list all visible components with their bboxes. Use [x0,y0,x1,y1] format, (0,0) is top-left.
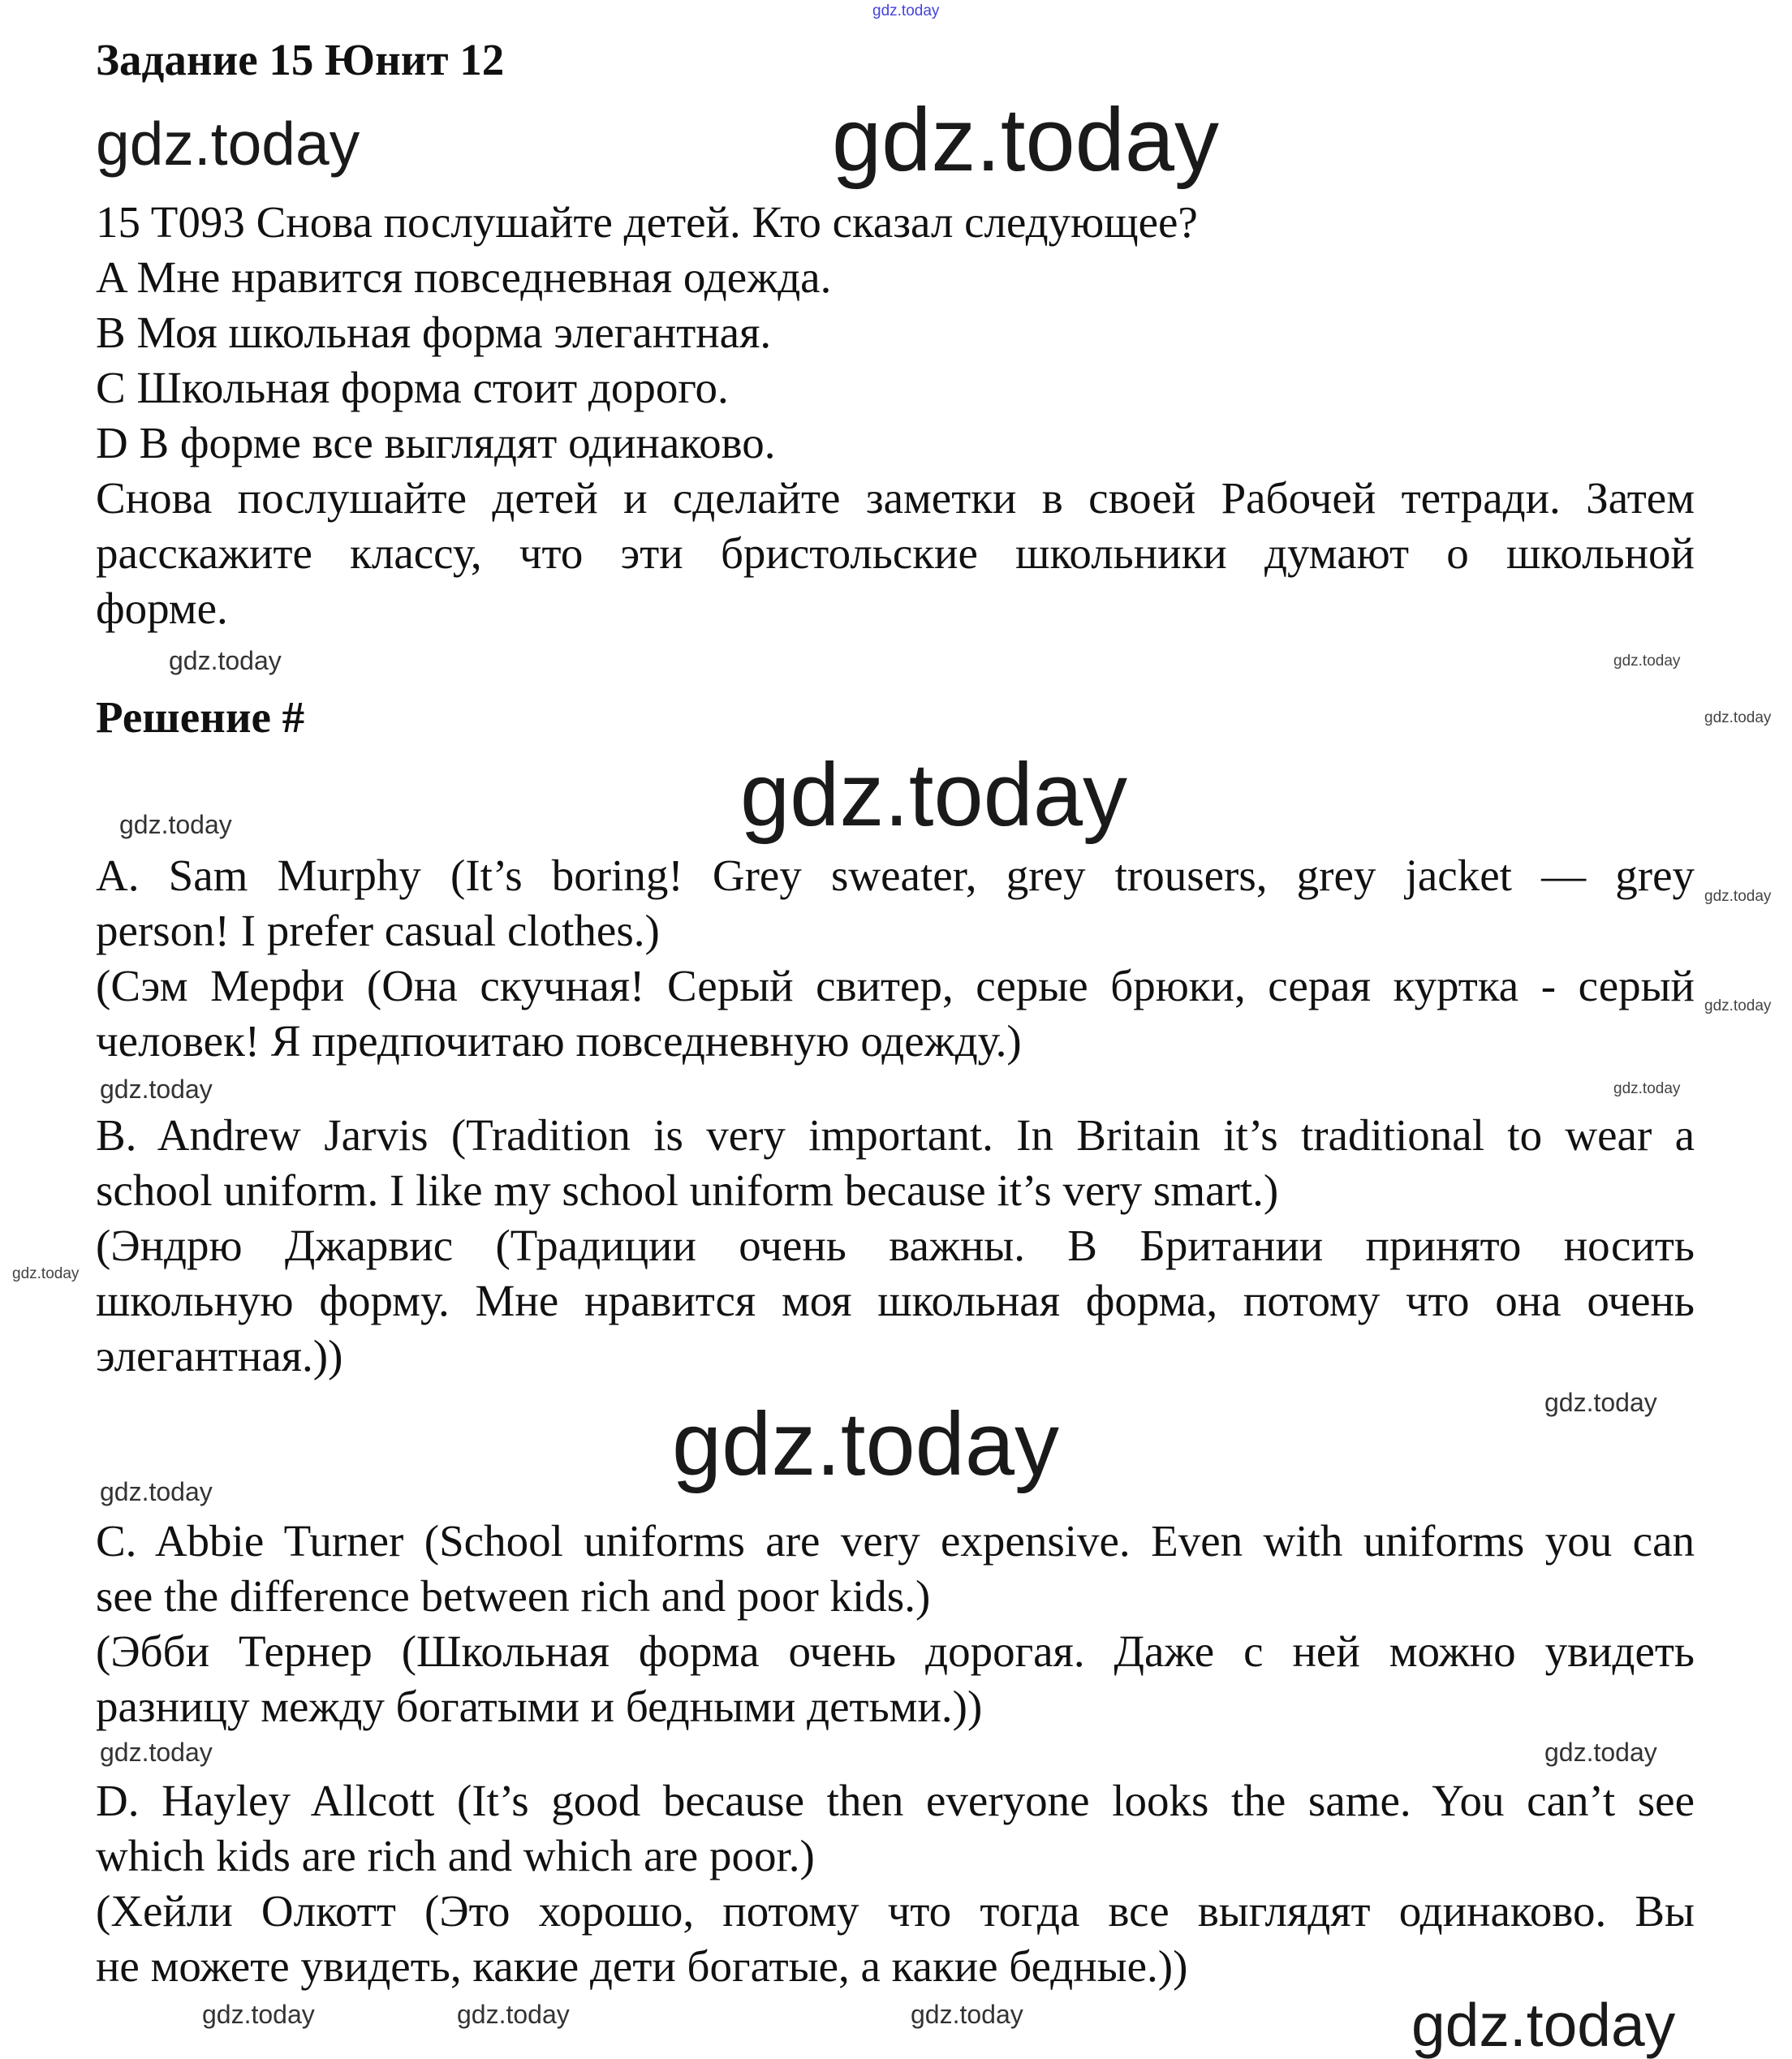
answer-a-line: person! I prefer casual clothes.) [96,906,660,955]
task-title: Задание 15 Юнит 12 [96,35,505,84]
watermark: gdz.today [1544,1738,1657,1767]
task-line: D В форме все выглядят одинаково. [96,418,776,467]
answer-b-line: школьную форму. Мне нравится моя школьная форма, потому что она очень [96,1276,1695,1325]
watermark: gdz.today [100,1075,213,1104]
answer-d-line: D. Hayley Allcott (It’s good because then everyone looks the same. You can’t see [96,1776,1695,1825]
answer-c-line: see the difference between rich and poor kids.) [96,1571,931,1621]
watermark: gdz.today [1704,888,1772,905]
task-line: 15 T093 Снова послушайте детей. Кто сказал следующее? [96,197,1198,247]
watermark: gdz.today [672,1394,1060,1494]
answer-d-line: which kids are rich and which are poor.) [96,1831,815,1880]
watermark: gdz.today [202,2000,315,2029]
watermark: gdz.today [1411,1991,1676,2059]
watermark: gdz.today [1613,1080,1681,1097]
task-line: расскажите классу, что эти бристольские школьники думают о школьной [96,528,1695,578]
answer-a-line: (Сэм Мерфи (Она скучная! Серый свитер, серые брюки, серая куртка - серый [96,961,1695,1010]
task-line: форме. [96,584,228,633]
watermark: gdz.today [12,1265,80,1282]
answer-d-line: (Хейли Олкотт (Это хорошо, потому что тогда все выглядят одинаково. Вы [96,1886,1695,1936]
answer-b-line: B. Andrew Jarvis (Tradition is very important. In Britain it’s traditional to wear a [96,1110,1695,1160]
task-line: B Моя школьная форма элегантная. [96,308,772,357]
watermark: gdz.today [100,1477,213,1506]
answer-d-line: не можете увидеть, какие дети богатые, а какие бедные.)) [96,1941,1188,1991]
answer-c-line: разницу между богатыми и бедными детьми.)) [96,1682,983,1731]
answer-c-line: C. Abbie Turner (School uniforms are very expensive. Even with uniforms you can [96,1516,1695,1566]
task-line: Снова послушайте детей и сделайте заметки в своей Рабочей тетради. Затем [96,473,1695,523]
watermark: gdz.today [911,2000,1023,2029]
watermark: gdz.today [119,810,232,839]
answer-a-line: человек! Я предпочитаю повседневную одежду.) [96,1016,1022,1066]
watermark: gdz.today [740,745,1128,845]
task-line: A Мне нравится повседневная одежда. [96,252,832,302]
watermark: gdz.today [1613,653,1681,670]
watermark: gdz.today [457,2000,570,2029]
task-line: C Школьная форма стоит дорого. [96,363,729,412]
watermark: gdz.today [169,646,282,675]
watermark: gdz.today [872,2,940,19]
solution-title: Решение # [96,692,305,742]
watermark: gdz.today [1544,1388,1657,1417]
answer-b-line: (Эндрю Джарвис (Традиции очень важны. В Британии принято носить [96,1221,1695,1270]
answer-a-line: A. Sam Murphy (It’s boring! Grey sweater, grey trousers, grey jacket — grey [96,851,1695,900]
watermark: gdz.today [1704,709,1772,726]
answer-b-line: элегантная.)) [96,1331,343,1381]
watermark: gdz.today [832,90,1220,190]
answer-c-line: (Эбби Тернер (Школьная форма очень дорогая. Даже с ней можно увидеть [96,1626,1695,1676]
watermark: gdz.today [1704,997,1772,1014]
watermark: gdz.today [96,110,360,178]
answer-b-line: school uniform. I like my school uniform because it’s very smart.) [96,1165,1279,1215]
watermark: gdz.today [100,1738,213,1767]
